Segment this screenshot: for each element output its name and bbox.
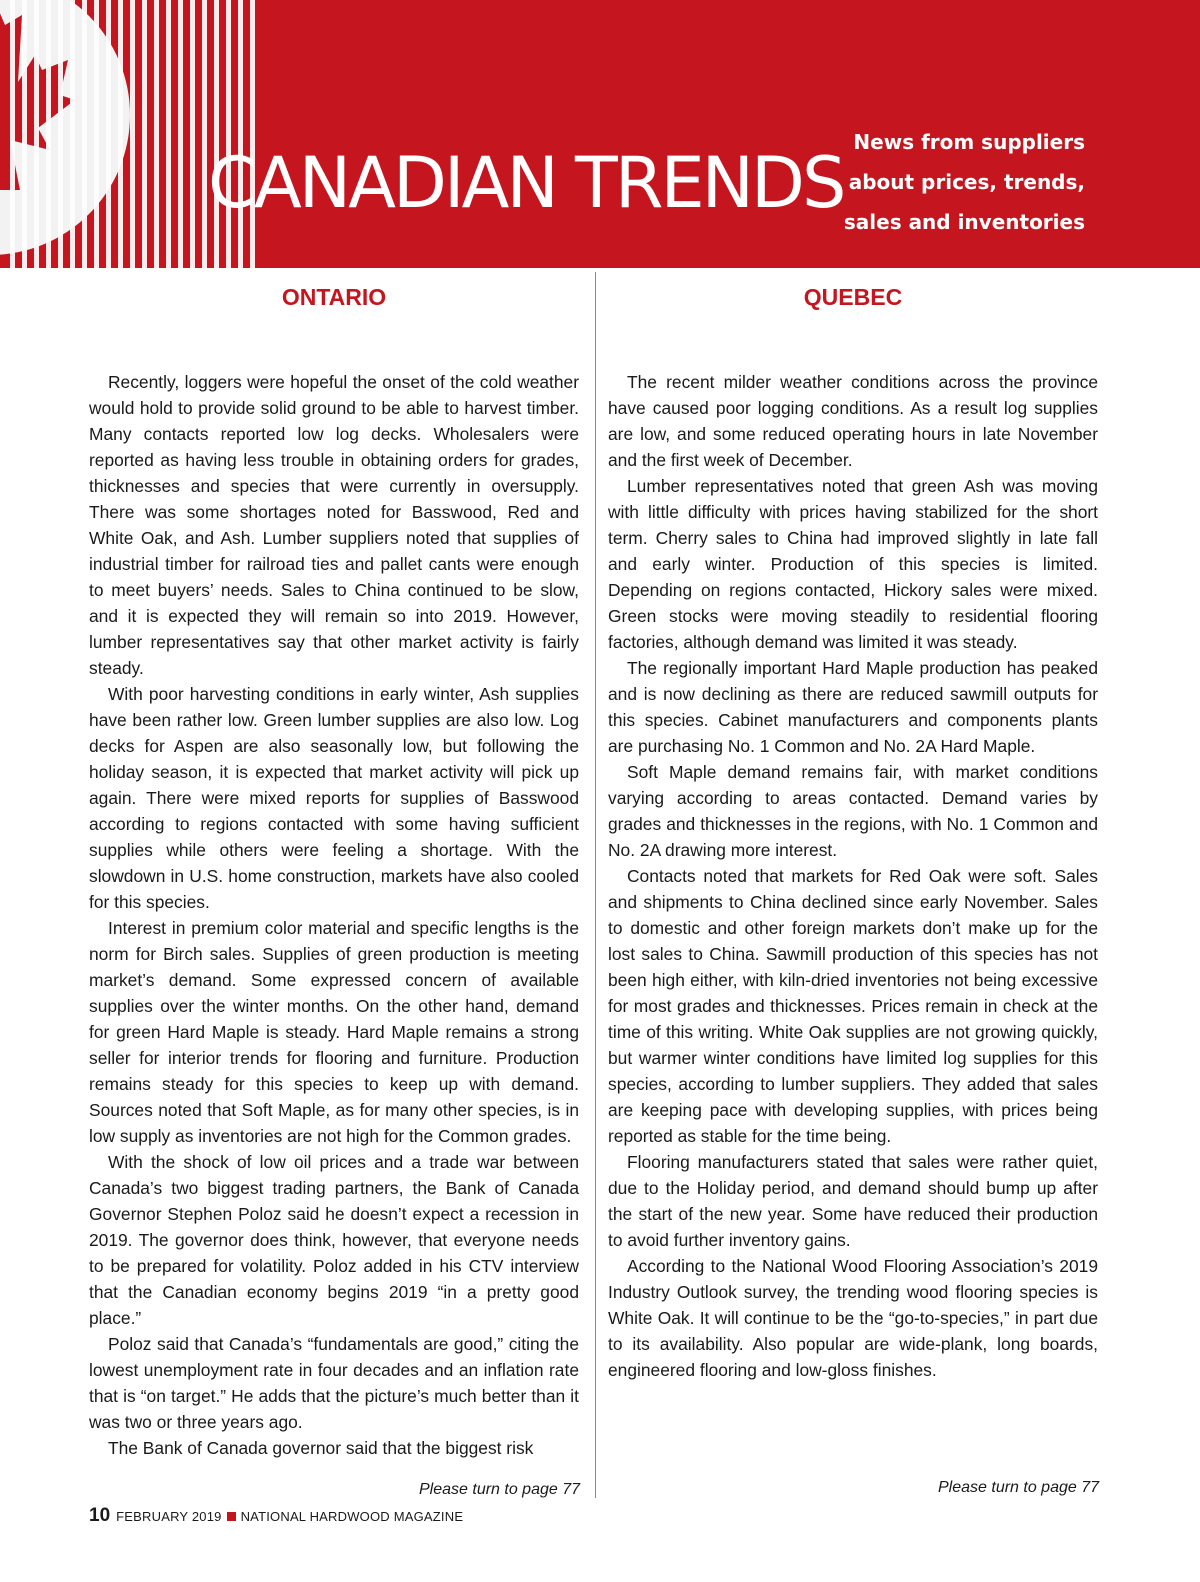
page-title: CANADIAN TRENDS: [208, 142, 844, 224]
paragraph: With the shock of low oil prices and a trade war between Canada’s two biggest trading partners, the Bank of Canada Governor Stephen Poloz said he doesn’t expect a recession in 2019. The governor does think, however, that everyone needs to be prepared for volatility. Poloz added in his CTV interview that the Canadian economy begins 2019 “in a pretty good place.”: [89, 1152, 579, 1328]
tagline-line: about prices, trends,: [848, 170, 1085, 194]
tagline-line: News from suppliers: [853, 130, 1085, 154]
column-divider: [595, 272, 596, 1498]
paragraph: With poor harvesting conditions in early winter, Ash supplies have been rather low. Green lumber supplies are also low. Log decks for Aspen are also seasonally low, but following the holiday season, it is expected that market activity will pick up again. There were mixed reports for supplies of Basswood according to regions contacted with some having sufficient supplies while others were feeling a shortage. With the slowdown in U.S. home construction, markets have also cooled for this species.: [89, 684, 579, 912]
paragraph: Interest in premium color material and specific lengths is the norm for Birch sales. Supplies of green production is meeting market’s demand. Some expressed concern of available supplies over the winter months. On the other hand, demand for green Hard Maple is steady. Hard Maple remains a strong seller for interior trends for flooring and furniture. Production remains steady for this species to keep up with demand. Sources noted that Soft Maple, as for many other species, is in low supply as inventories are not high for the Common grades.: [89, 918, 579, 1146]
paragraph: Flooring manufacturers stated that sales were rather quiet, due to the Holiday period, and demand should bump up after the start of the new year. Some have reduced their production to avoid further inventory gains.: [608, 1152, 1098, 1250]
paragraph: The regionally important Hard Maple production has peaked and is now declining as there are reduced sawmill outputs for this species. Cabinet manufacturers and components plants are purchasing No. 1 Common and No. 2A Hard Maple.: [608, 658, 1098, 756]
ontario-continued-note: Please turn to page 77: [419, 1481, 581, 1498]
maple-leaf-flag-icon: [0, 0, 270, 268]
header-banner: [0, 0, 1200, 268]
tagline-line: sales and inventories: [843, 210, 1085, 234]
publication-name: NATIONAL HARDWOOD MAGAZINE: [240, 1509, 464, 1524]
page-footer: [89, 1505, 463, 1527]
paragraph: Lumber representatives noted that green Ash was moving with little difficulty with prices having stabilized for the short term. Cherry sales to China had improved slightly in late fall and early winter. Production of this species is limited. Depending on regions contacted, Hickory sales were mixed. Green stocks were moving steadily to residential flooring factories, although demand was limited it was steady.: [608, 476, 1098, 652]
page-number: 10: [89, 1505, 111, 1526]
quebec-column: [608, 282, 1098, 1383]
ontario-heading: ONTARIO: [281, 284, 387, 310]
square-bullet-icon: [227, 1512, 236, 1521]
ontario-body: [89, 369, 579, 1461]
paragraph: Contacts noted that markets for Red Oak were soft. Sales and shipments to China declined since early November. Sales to domestic and other foreign markets don’t make up for the lost sales to China. Sawmill production of this species has not been high either, with kiln-dried inventories not being excessive for most grades and thicknesses. Prices remain in check at the time of this writing. White Oak supplies are not growing quickly, but warmer winter conditions have limited log supplies for this species, according to lumber suppliers. They added that sales are keeping pace with developing supplies, with prices being reported as stable for the time being.: [608, 866, 1098, 1146]
ontario-column: [89, 282, 579, 1461]
paragraph: The recent milder weather conditions across the province have caused poor logging conditions. As a result log supplies are low, and some reduced operating hours in late November and the first week of December.: [608, 372, 1098, 470]
issue-date: FEBRUARY 2019: [116, 1509, 222, 1524]
banner-tagline: [825, 122, 1085, 242]
quebec-heading: QUEBEC: [803, 284, 903, 310]
paragraph: Soft Maple demand remains fair, with market conditions varying according to areas contacted. Demand varies by grades and thicknesses in the regions, with No. 1 Common and No. 2A drawing more interest.: [608, 762, 1098, 860]
quebec-body: [608, 369, 1098, 1383]
quebec-continued-note: Please turn to page 77: [938, 1479, 1100, 1496]
paragraph: According to the National Wood Flooring Association’s 2019 Industry Outlook survey, the trending wood flooring species is White Oak. It will continue to be the “go-to-species,” in part due to its availability. Also popular are wide-plank, long boards, engineered flooring and low-gloss finishes.: [608, 1256, 1098, 1380]
paragraph: Recently, loggers were hopeful the onset of the cold weather would hold to provide solid ground to be able to harvest timber. Many contacts reported low log decks. Wholesalers were reported as having less trouble in obtaining orders for grades, thicknesses and species that were currently in oversupply. There was some shortages noted for Basswood, Red and White Oak, and Ash. Lumber suppliers noted that supplies of industrial timber for railroad ties and pallet cants were enough to meet buyers’ needs. Sales to China continued to be slow, and it is expected they will remain so into 2019. However, lumber representatives say that other market activity is fairly steady.: [89, 372, 579, 678]
paragraph: Poloz said that Canada’s “fundamentals are good,” citing the lowest unemployment rate in four decades and an inflation rate that is “on target.” He adds that the picture’s much better than it was two or three years ago.: [89, 1334, 579, 1432]
paragraph: The Bank of Canada governor said that the biggest risk: [108, 1438, 534, 1458]
